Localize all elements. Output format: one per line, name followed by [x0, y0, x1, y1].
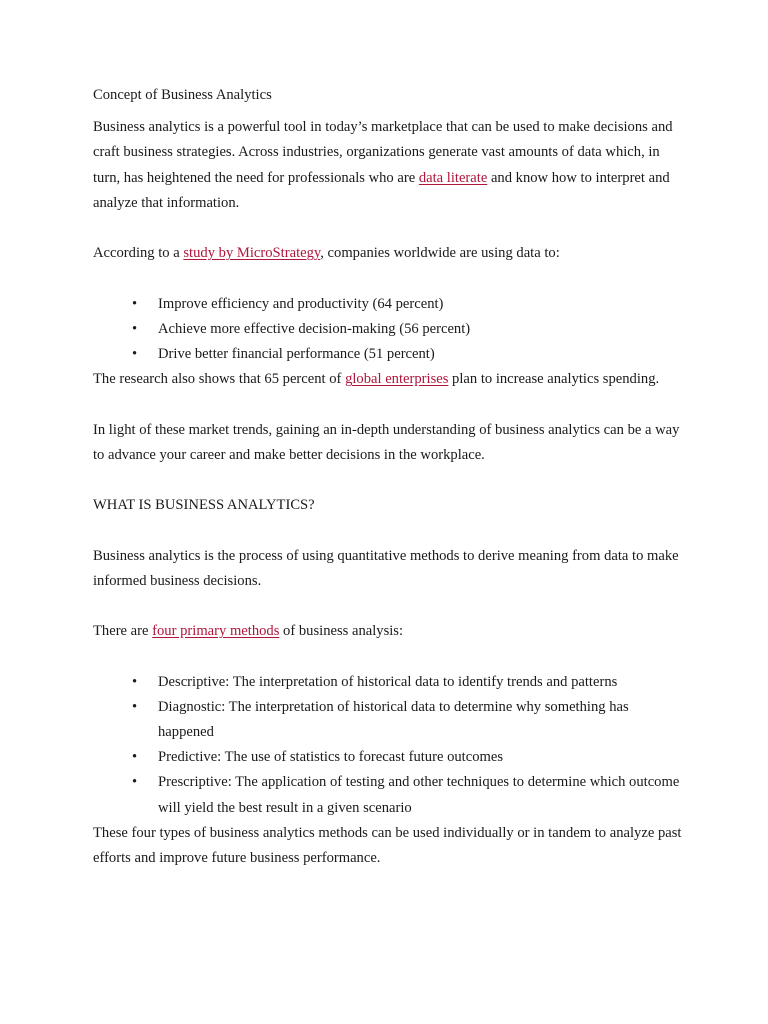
list-item-text: Prescriptive: The application of testing and other techniques to determine which outcome will yield the best result in a given scenario — [158, 774, 680, 816]
methods-intro-paragraph — [93, 619, 685, 644]
trends-paragraph: In light of these market trends, gaining an in-depth understanding of business analytics can be a way to advance your career and make better decisions in the workplace. — [93, 421, 680, 463]
intro-paragraph — [93, 115, 685, 216]
methods-text-2: of business analysis: — [279, 623, 404, 640]
global-enterprises-link[interactable]: global enterprises — [345, 371, 449, 388]
section-heading: WHAT IS BUSINESS ANALYTICS? — [93, 497, 315, 514]
intro-text-2: and know how to interpret and analyze that information. — [93, 169, 670, 211]
bullet-icon: • — [132, 774, 138, 791]
bullet-icon: • — [132, 749, 138, 766]
list-item — [93, 770, 685, 820]
research-paragraph — [93, 367, 685, 392]
study-paragraph — [93, 241, 685, 266]
bullet-icon: • — [132, 698, 138, 715]
definition-paragraph: Business analytics is the process of using quantitative methods to derive meaning from data to make informed business decisions. — [93, 547, 679, 589]
list-item — [93, 317, 685, 342]
list-item — [93, 342, 685, 367]
bullet-icon: • — [132, 346, 138, 362]
data-literate-link[interactable]: data literate — [418, 169, 488, 186]
microstrategy-study-link[interactable]: study by MicroStrategy — [183, 245, 321, 262]
research-text-2: plan to increase analytics spending. — [448, 371, 660, 388]
study-text-2: , companies worldwide are using data to: — [320, 245, 560, 262]
uses-list — [93, 292, 685, 368]
study-text-1: According to a — [93, 245, 184, 262]
list-item-text: Improve efficiency and productivity (64 percent) — [158, 295, 444, 312]
list-item-text: Predictive: The use of statistics to forecast future outcomes — [158, 749, 504, 766]
list-item — [93, 695, 685, 745]
list-item — [93, 670, 685, 695]
list-item — [93, 745, 685, 770]
bullet-icon: • — [132, 320, 138, 337]
conclusion-paragraph: These four types of business analytics methods can be used individually or in tandem to analyze past efforts and improve future business performance. — [93, 824, 682, 866]
list-item — [93, 292, 685, 317]
list-item-text: Drive better financial performance (51 percent) — [158, 346, 435, 362]
intro-text-1: Business analytics is a powerful tool in today’s marketplace that can be used to make decisions and craft business strategies. Across industries, organizations generate vast amounts of data which, in turn, has heightened the need for professionals who are — [93, 119, 673, 186]
research-text-1: The research also shows that 65 percent of — [93, 371, 346, 388]
methods-list — [93, 670, 685, 821]
list-item-text: Descriptive: The interpretation of historical data to identify trends and patterns — [158, 673, 618, 690]
four-primary-methods-link[interactable]: four primary methods — [152, 623, 280, 640]
list-item-text: Diagnostic: The interpretation of historical data to determine why something has happened — [158, 698, 629, 740]
bullet-icon: • — [132, 673, 138, 690]
methods-text-1: There are — [93, 623, 153, 640]
document-title: Concept of Business Analytics — [93, 87, 272, 103]
document-page — [93, 83, 685, 871]
bullet-icon: • — [132, 295, 138, 312]
list-item-text: Achieve more effective decision-making (56 percent) — [158, 320, 471, 337]
